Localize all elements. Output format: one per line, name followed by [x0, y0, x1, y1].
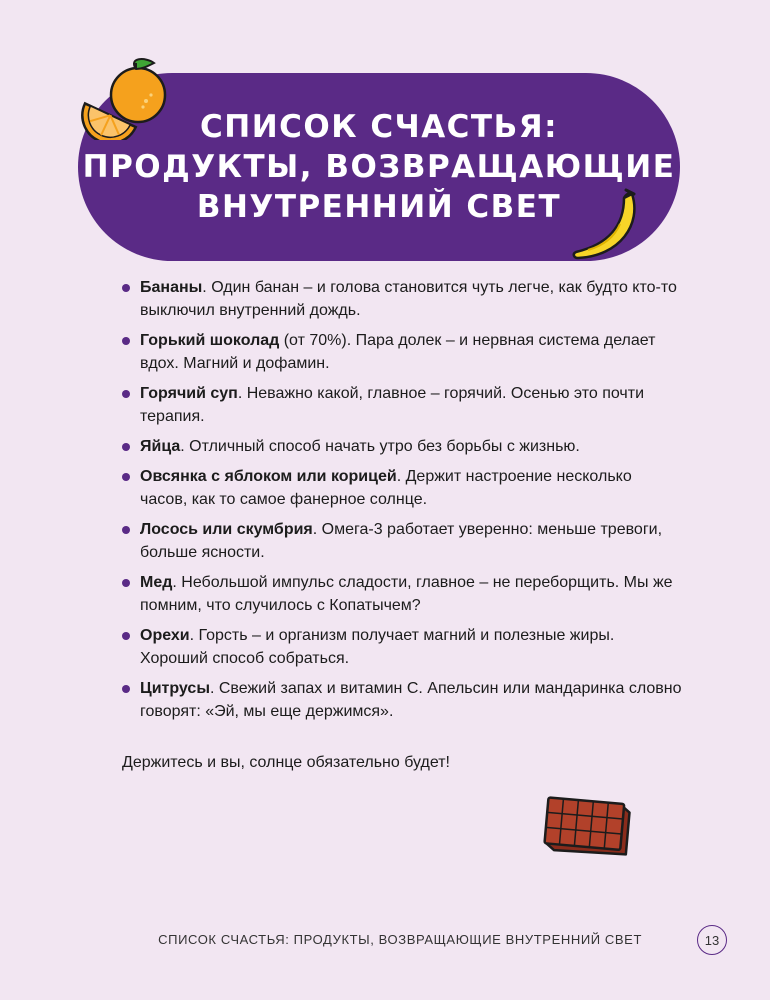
chocolate-bar-icon: [540, 795, 636, 861]
list-item: [122, 329, 682, 375]
bullet-icon: [122, 473, 130, 481]
item-name: Орехи: [140, 627, 190, 644]
item-name: Яйца: [140, 438, 181, 455]
closing-line: Держитесь и вы, солнце обязательно будет!: [122, 754, 450, 771]
bullet-icon: [122, 526, 130, 534]
list-item: [122, 276, 682, 322]
item-name: Горячий суп: [140, 385, 238, 402]
bullet-icon: [122, 632, 130, 640]
bullet-icon: [122, 284, 130, 292]
list-item: [122, 571, 682, 617]
item-name: Цитрусы: [140, 680, 210, 697]
list-item: [122, 624, 682, 670]
bullet-icon: [122, 579, 130, 587]
list-item: [122, 465, 682, 511]
page-title-line-1: СПИСОК СЧАСТЬЯ:: [200, 109, 558, 145]
running-footer: СПИСОК СЧАСТЬЯ: ПРОДУКТЫ, ВОЗВРАЩАЮЩИЕ ВНУТРЕННИЙ СВЕТ: [158, 932, 642, 947]
bullet-icon: [122, 685, 130, 693]
item-name: Мед: [140, 574, 173, 591]
item-name: Горький шоколад: [140, 332, 280, 349]
item-name: Бананы: [140, 279, 203, 296]
bullet-icon: [122, 443, 130, 451]
item-name: Лосось или скумбрия: [140, 521, 313, 538]
bullet-icon: [122, 390, 130, 398]
page-number-label: 13: [704, 932, 720, 948]
item-description: . Отличный способ начать утро без борьбы с жизнью.: [180, 438, 580, 455]
banana-icon: [568, 188, 644, 264]
list-item: [122, 677, 682, 723]
list-item: [122, 382, 682, 428]
item-name: Овсянка с яблоком или корицей: [140, 468, 397, 485]
page-number: [697, 925, 727, 955]
list-item: [122, 518, 682, 564]
item-description: . Держит настроение несколько часов, как то самое фанерное солнце.: [140, 468, 632, 508]
item-description: . Неважно какой, главное – горячий. Осенью это почти терапия.: [140, 385, 644, 425]
bullet-icon: [122, 337, 130, 345]
foods-list: [122, 276, 682, 730]
page-title-line-3: ВНУТРЕННИЙ СВЕТ: [196, 189, 562, 225]
item-description: . Свежий запах и витамин С. Апельсин или мандаринка словно говорят: «Эй, мы еще держимся».: [140, 680, 682, 720]
item-description: . Один банан – и голова становится чуть легче, как будто кто-то выключил внутренний дождь.: [140, 279, 677, 319]
orange-icon: [80, 55, 172, 140]
list-item: [122, 435, 682, 458]
item-description: (от 70%). Пара долек – и нервная система делает вдох. Магний и дофамин.: [140, 332, 656, 372]
item-description: . Омега-3 работает уверенно: меньше тревоги, больше ясности.: [140, 521, 663, 561]
page-title-line-2: ПРОДУКТЫ, ВОЗВРАЩАЮЩИЕ: [82, 149, 676, 185]
item-description: . Горсть – и организм получает магний и полезные жиры. Хороший способ собраться.: [140, 627, 615, 667]
item-description: . Небольшой импульс сладости, главное – не переборщить. Мы же помним, что случилось с Копатычем?: [140, 574, 673, 614]
